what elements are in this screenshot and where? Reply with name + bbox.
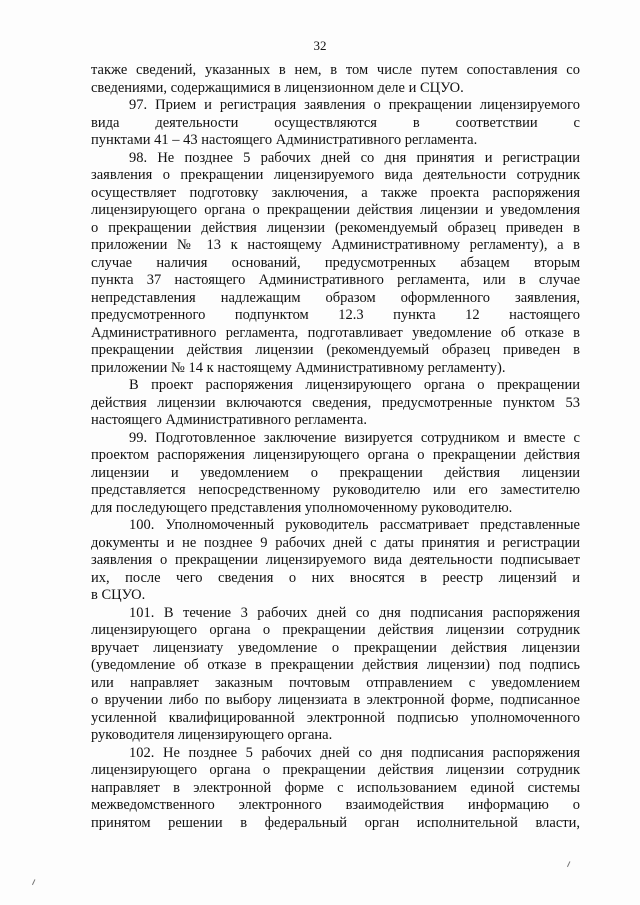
text-line: приложении № 14 к настоящему Административному регламенту). bbox=[91, 359, 506, 376]
text-line: направляет в электронной форме с использованием единой системы bbox=[91, 779, 580, 796]
text-line: межведомственного электронного взаимодействия информацию о bbox=[91, 797, 580, 813]
text-line: 102. Не позднее 5 рабочих дней со дня подписания распоряжения bbox=[129, 744, 580, 761]
text-line: действия лицензии включаются сведения, предусмотренные пунктом 53 bbox=[91, 394, 580, 411]
text-line: 101. В течение 3 рабочих дней со дня подписания распоряжения bbox=[129, 604, 580, 621]
text-line: о прекращении действия лицензии (рекомендуемый образец приведен в bbox=[91, 219, 580, 236]
text-line: проектом распоряжения лицензирующего органа о прекращении действия bbox=[91, 447, 580, 463]
scan-mark bbox=[567, 861, 574, 869]
text-line: заявления о прекращении лицензируемого вида деятельности подписывает bbox=[91, 552, 580, 568]
text-line: принятом решении в федеральный орган исполнительной власти, bbox=[91, 814, 580, 831]
text-line: в СЦУО. bbox=[91, 587, 146, 603]
text-line: В проект распоряжения лицензирующего органа о прекращении bbox=[129, 377, 580, 393]
text-line: сведениями, содержащимися в лицензионном деле и СЦУО. bbox=[91, 79, 464, 96]
text-line: 100. Уполномоченный руководитель рассматривает представленные bbox=[129, 517, 580, 533]
text-line: осуществляет подготовку заключения, а также проекта распоряжения bbox=[91, 184, 580, 201]
text-line: их, после чего сведения о них вносятся в реестр лицензий и bbox=[91, 569, 580, 586]
body-text bbox=[91, 62, 580, 832]
text-line: представляется непосредственному руководителю или его заместителю bbox=[91, 482, 580, 498]
text-line: настоящего Административного регламента. bbox=[91, 412, 367, 428]
text-line: прекращении действия лицензии (рекомендуемый образец приведен в bbox=[91, 342, 580, 358]
text-line: о вручении либо по выбору лицензиата в электронной форме, подписанное bbox=[91, 692, 580, 708]
text-line: лицензирующего органа о прекращении действия лицензии и уведомления bbox=[91, 202, 580, 218]
text-line: для последующего представления уполномоченному руководителю. bbox=[91, 499, 513, 516]
text-line: случае наличия оснований, предусмотренных абзацем вторым bbox=[91, 254, 580, 271]
text-line: усиленной квалифицированной электронной подписью уполномоченного bbox=[91, 709, 580, 726]
text-line: руководителя лицензирующего органа. bbox=[91, 727, 333, 743]
scan-mark bbox=[32, 879, 39, 887]
text-line: документы и не позднее 9 рабочих дней с даты принятия и регистрации bbox=[91, 534, 580, 551]
text-line: 97. Прием и регистрация заявления о прекращении лицензируемого bbox=[129, 97, 580, 113]
text-line: или направляет заказным почтовым отправлением с уведомлением bbox=[91, 674, 580, 691]
text-line: вида деятельности осуществляются в соответствии с bbox=[91, 114, 580, 131]
text-line: приложении № 13 к настоящему Административному регламенту), а в bbox=[91, 237, 580, 253]
text-line: лицензирующего органа о прекращении действия лицензии сотрудник bbox=[91, 762, 580, 778]
page-number: 32 bbox=[313, 38, 327, 53]
text-line: непредставления надлежащим образом оформленного заявления, bbox=[91, 289, 580, 306]
text-line: лицензии и уведомлением о прекращении действия лицензии bbox=[91, 464, 580, 481]
text-line: заявления о прекращении лицензируемого вида деятельности сотрудник bbox=[91, 167, 580, 183]
text-line: Административного регламента, подготавливает уведомление об отказе в bbox=[91, 324, 580, 341]
text-line: (уведомление об отказе в прекращении действия лицензии) под подпись bbox=[91, 657, 580, 673]
text-line: предусмотренного подпунктом 12.3 пункта 12 настоящего bbox=[91, 307, 580, 323]
text-line: вручает лицензиату уведомление о прекращении действия лицензии bbox=[91, 639, 580, 656]
text-line: пункта 37 настоящего Административного регламента, или в случае bbox=[91, 272, 580, 288]
text-line: 98. Не позднее 5 рабочих дней со дня принятия и регистрации bbox=[129, 149, 580, 166]
text-line: пунктами 41 – 43 настоящего Административного регламента. bbox=[91, 132, 478, 148]
text-line: 99. Подготовленное заключение визируется сотрудником и вместе с bbox=[129, 429, 580, 446]
text-line: лицензирующего органа о прекращении действия лицензии сотрудник bbox=[91, 622, 580, 638]
text-line: также сведений, указанных в нем, в том числе путем сопоставления со bbox=[91, 62, 580, 78]
